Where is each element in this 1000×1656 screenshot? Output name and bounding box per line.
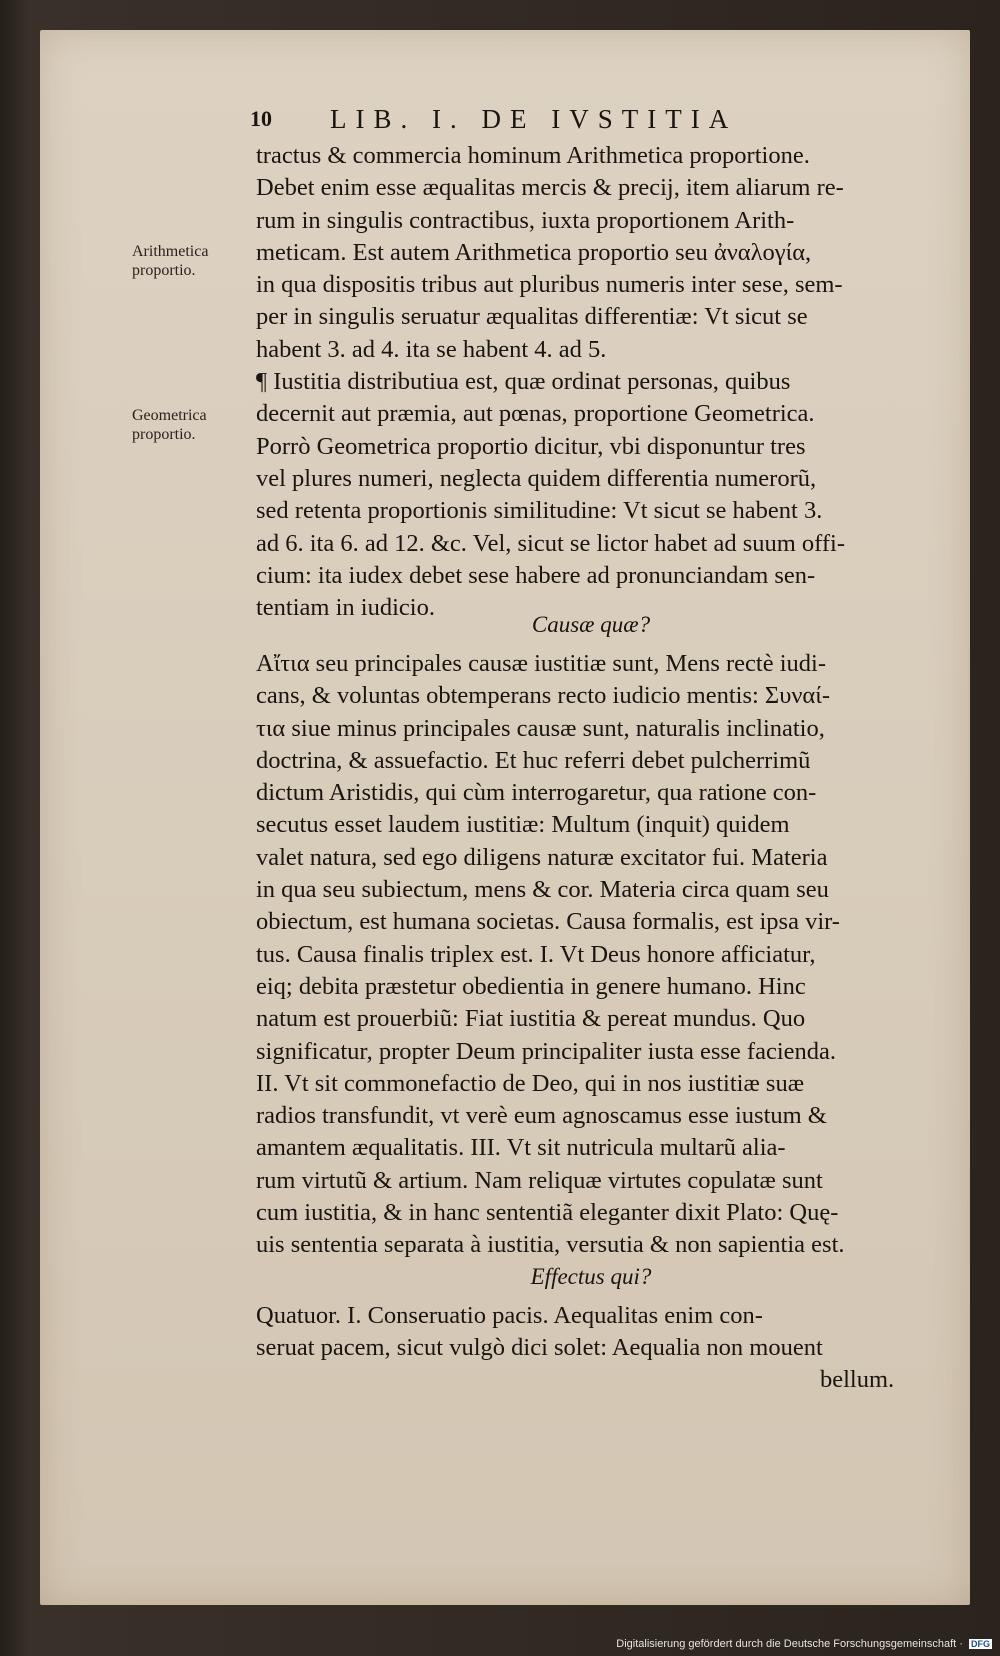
text-line: rum in singulis contractibus, iuxta proportionem Arith- (256, 206, 795, 234)
text-block-causes (256, 648, 926, 1262)
digitization-footer (616, 1638, 992, 1650)
margin-note-geometrica (132, 406, 244, 444)
text-line: cum iustitia, & in hanc sententiã eleganter dixit Plato: Quę- (256, 1199, 839, 1227)
text-line: Porrò Geometrica proportio dicitur, vbi disponuntur tres (256, 432, 806, 460)
text-line: uis sententia separata à iustitia, versutia & non sapientia est. (256, 1231, 845, 1259)
text-line: Quatuor. I. Conseruatio pacis. Aequalitas enim con- (256, 1302, 763, 1329)
margin-note-line: Arithmetica (132, 243, 209, 260)
text-line: cium: ita iudex debet sese habere ad pronunciandam sen- (256, 561, 816, 589)
text-line: eiq; debita præstetur obedientia in genere humano. Hinc (256, 972, 806, 1000)
text-line: significatur, propter Deum principaliter iusta esse facienda. (256, 1037, 836, 1065)
text-line: amantem æqualitatis. III. Vt sit nutricula multarũ alia- (256, 1134, 786, 1162)
margin-note-arithmetica (132, 242, 244, 280)
catchword: bellum. (820, 1366, 895, 1393)
text-line: decernit aut præmia, aut pœnas, proportione Geometrica. (256, 400, 815, 428)
text-line: Debet enim esse æqualitas mercis & precij, item aliarum re- (256, 174, 844, 202)
text-block-justice-types (256, 140, 926, 624)
text-line: τια siue minus principales causæ sunt, naturalis inclinatio, (256, 714, 825, 742)
text-line: sed retenta proportionis similitudine: Vt sicut se habent 3. (256, 497, 823, 525)
text-line: ¶ Iustitia distributiua est, quæ ordinat personas, quibus (256, 368, 791, 396)
text-line: II. Vt sit commonefactio de Deo, qui in nos iustitiæ suæ (256, 1069, 805, 1097)
text-line: valet natura, sed ego diligens naturæ excitator fui. Materia (256, 843, 828, 871)
text-line: Αἴτια seu principales causæ iustitiæ sunt, Mens rectè iudi- (256, 650, 827, 677)
text-line: secutus esset laudem iustitiæ: Multum (inquit) quidem (256, 811, 790, 839)
text-block-effects (256, 1300, 926, 1365)
text-line: seruat pacem, sicut vulgò dici solet: Aequalia non mouent (256, 1334, 823, 1362)
text-line: tractus & commercia hominum Arithmetica proportione. (256, 142, 810, 169)
text-line: in qua seu subiectum, mens & cor. Materia circa quam seu (256, 876, 829, 904)
footer-text: Digitalisierung gefördert durch die Deutsche Forschungsgemeinschaft · (616, 1638, 963, 1650)
text-line: radios transfundit, vt verè eum agnoscamus esse iustum & (256, 1102, 827, 1130)
text-line: per in singulis seruatur æqualitas differentiæ: Vt sicut se (256, 303, 808, 331)
section-heading-effectus: Effectus qui? (530, 1264, 652, 1289)
text-line: meticam. Est autem Arithmetica proportio seu ἀναλογία, (256, 238, 812, 266)
dfg-logo: DFG (971, 1639, 990, 1649)
text-line: dictum Aristidis, qui cùm interrogaretur, qua ratione con- (256, 779, 817, 807)
text-line: vel plures numeri, neglecta quidem differentia numerorũ, (256, 464, 817, 492)
margin-note-line: proportio. (132, 262, 196, 279)
text-line: ad 6. ita 6. ad 12. &c. Vel, sicut se lictor habet ad suum offi- (256, 529, 846, 557)
margin-note-line: Geometrica (132, 407, 207, 424)
text-line: obiectum, est humana societas. Causa formalis, est ipsa vir- (256, 908, 840, 936)
text-line: doctrina, & assuefactio. Et huc referri debet pulcherrimũ (256, 746, 811, 774)
margin-note-line: proportio. (132, 426, 196, 443)
text-line: tus. Causa finalis triplex est. I. Vt Deus honore afficiatur, (256, 940, 816, 968)
text-line: cans, & voluntas obtemperans recto iudicio mentis: Συναί- (256, 682, 830, 710)
text-line: natum est prouerbiũ: Fiat iustitia & pereat mundus. Quo (256, 1005, 806, 1033)
running-head: LIB. I. DE IVSTITIA (330, 104, 738, 134)
section-heading-causae: Causæ quæ? (531, 612, 651, 637)
page-number: 10 (250, 106, 272, 131)
text-line: rum virtutũ & artium. Nam reliquæ virtutes copulatæ sunt (256, 1166, 823, 1194)
text-line: in qua dispositis tribus aut pluribus numeris inter sese, sem- (256, 271, 843, 299)
text-line: habent 3. ad 4. ita se habent 4. ad 5. (256, 335, 607, 363)
text-line: tentiam in iudicio. (256, 594, 435, 622)
